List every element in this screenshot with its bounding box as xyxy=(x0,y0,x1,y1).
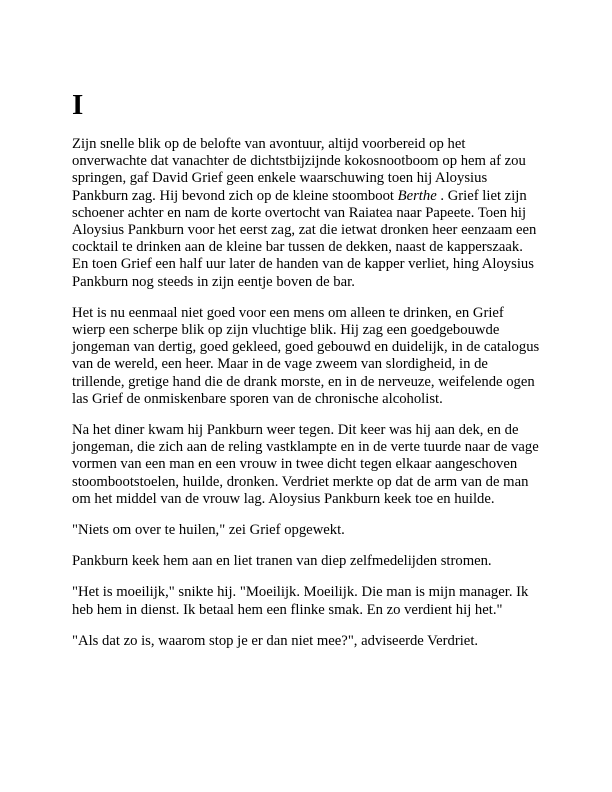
text-run: "Niets om over te huilen," zei Grief opgewekt. xyxy=(72,522,345,539)
paragraph-2 xyxy=(72,305,540,408)
paragraph-5 xyxy=(72,553,540,570)
text-run: Zijn snelle blik op de belofte van avontuur, altijd voorbereid op het onverwachte dat vanachter de dichtstbijzijnde kokosnootboom op hem af zou springen, gaf David Grief geen enkele waarschuwing toen hij Aloysius Pankburn zag. Hij bevond zich op de kleine stoomboot xyxy=(72,136,526,204)
text-run: Na het diner kwam hij Pankburn weer tegen. Dit keer was hij aan dek, en de jongeman, die zich aan de reling vastklampte en in de verte tuurde naar de vage vormen van een man en een vrouw in twee dicht tegen elkaar aangeschoven stoombootstoelen, huilde, dronken. Verdriet merkte op dat de arm van de man om het middel van de vrouw lag. Aloysius Pankburn keek toe en huilde. xyxy=(72,422,539,507)
paragraph-1 xyxy=(72,136,540,291)
text-run: "Als dat zo is, waarom stop je er dan niet mee?", adviseerde Verdriet. xyxy=(72,632,479,649)
paragraph-3 xyxy=(72,422,540,508)
body-text xyxy=(72,136,540,650)
paragraph-6 xyxy=(72,584,540,618)
text-run: Het is nu eenmaal niet goed voor een mens om alleen te drinken, en Grief wierp een scherpe blik op zijn vluchtige blik. Hij zag een goedgebouwde jongeman van dertig, goed gekleed, goed gebouwd en duidelijk, in de catalogus van de wereld, een heer. Maar in de vage zweem van slordigheid, in de trillende, gretige hand die de drank morste, en in de nerveuze, weifelende ogen las Grief de onmiskenbare sporen van de chronische alcoholist. xyxy=(72,304,540,407)
paragraph-7 xyxy=(72,633,540,650)
text-run: "Het is moeilijk," snikte hij. "Moeilijk. Moeilijk. Die man is mijn manager. Ik heb hem in dienst. Ik betaal hem een flinke smak. En zo verdient hij het." xyxy=(72,584,529,618)
chapter-heading: I xyxy=(72,89,84,121)
text-run: . Grief liet zijn schoener achter en nam de korte overtocht van Raiatea naar Papeete. Toen hij Aloysius Pankburn voor het eerst zag, zat die ietwat dronken heer eenzaam een cocktail te drinken aan de kleine bar tussen de dekken, naast de kapperszaak. En toen Grief een half uur later de handen van de kapper verliet, hing Aloysius Pankburn nog steeds in zijn eentje boven de bar. xyxy=(72,187,537,290)
paragraph-4 xyxy=(72,522,540,539)
text-run: Pankburn keek hem aan en liet tranen van diep zelfmedelijden stromen. xyxy=(72,553,492,570)
italic-text: Berthe xyxy=(397,187,437,204)
